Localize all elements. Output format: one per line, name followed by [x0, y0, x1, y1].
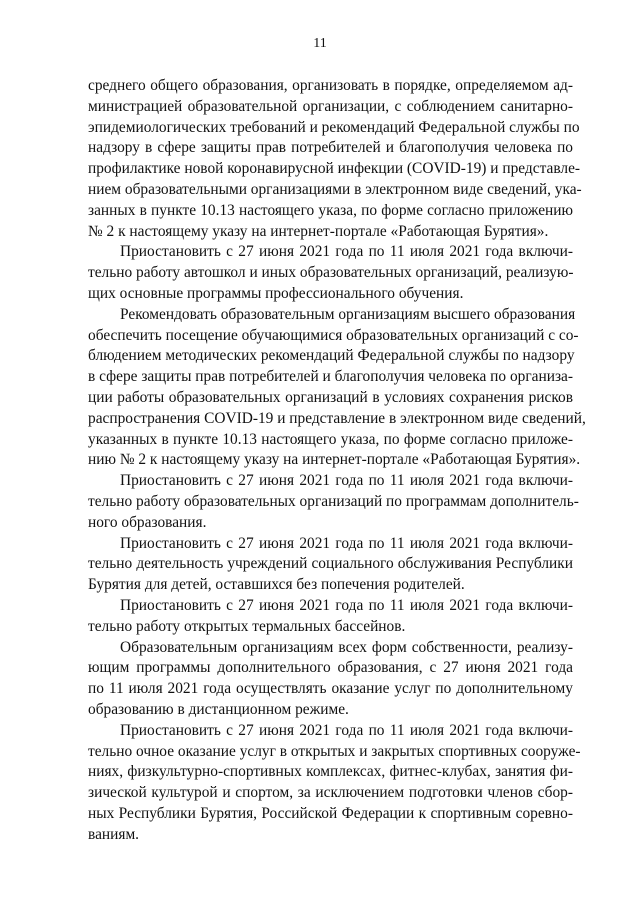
text-line: тельно работу открытых термальных бассейнов.: [88, 617, 406, 635]
text-line: ции работы образовательных организаций в условиях сохранения рисков: [88, 388, 573, 406]
text-line: тельно работу автошкол и иных образовательных организаций, реализую-: [88, 264, 574, 282]
text-line: зической культурой и спортом, за исключением подготовки членов сбор-: [88, 784, 573, 802]
text-line: ных Республики Бурятия, Российской Федерации к спортивным соревно-: [88, 804, 573, 822]
page-number: 11: [313, 36, 327, 51]
text-line: ваниям.: [88, 825, 140, 843]
text-line: распространения COVID-19 и представление в электронном виде сведений,: [88, 409, 586, 427]
text-line: нию № 2 к настоящему указу на интернет-портале «Работающая Бурятия».: [88, 451, 581, 469]
text-line: ющим программы дополнительного образования, с 27 июня 2021 года: [88, 659, 573, 677]
text-line: тельно очное оказание услуг в открытых и закрытых спортивных сооруже-: [88, 742, 581, 760]
text-line: Приостановить с 27 июня 2021 года по 11 июля 2021 года включи-: [120, 596, 573, 614]
text-line: Приостановить с 27 июня 2021 года по 11 июля 2021 года включи-: [120, 472, 573, 490]
text-line: Образовательным организациям всех форм собственности, реализу-: [120, 638, 573, 656]
text-line: Приостановить с 27 июня 2021 года по 11 июля 2021 года включи-: [120, 243, 573, 261]
text-line: среднего общего образования, организовать в порядке, определяемом ад-: [88, 77, 573, 94]
text-line: надзору в сфере защиты прав потребителей и благополучия человека по: [88, 139, 573, 157]
text-line: профилактике новой коронавирусной инфекции (COVID-19) и представле-: [88, 160, 581, 178]
text-line: в сфере защиты прав потребителей и благополучия человека по организа-: [88, 368, 573, 386]
text-line: по 11 июля 2021 года осуществлять оказание услуг по дополнительному: [88, 680, 573, 698]
text-line: щих основные программы профессионального обучения.: [88, 284, 464, 302]
text-line: обеспечить посещение обучающимися образовательных организаций с со-: [88, 326, 579, 344]
text-line: блюдением методических рекомендаций Федеральной службы по надзору: [88, 347, 575, 365]
document-body: [88, 76, 586, 845]
text-line: Приостановить с 27 июня 2021 года по 11 июля 2021 года включи-: [120, 534, 573, 552]
text-line: указанных в пункте 10.13 настоящего указа, по форме согласно приложе-: [88, 430, 573, 448]
text-line: тельно деятельность учреждений социального обслуживания Республики: [88, 555, 573, 573]
text-line: Бурятия для детей, оставшихся без попечения родителей.: [88, 576, 465, 594]
text-line: занных в пункте 10.13 настоящего указа, по форме согласно приложению: [88, 201, 573, 219]
text-line: нием образовательными организациями в электронном виде сведений, ука-: [88, 180, 582, 198]
text-line: № 2 к настоящему указу на интернет-портале «Работающая Бурятия».: [88, 222, 549, 240]
text-line: Рекомендовать образовательным организациям высшего образования: [120, 305, 576, 323]
text-line: тельно работу образовательных организаций по программам дополнитель-: [88, 492, 579, 510]
text-line: ниях, физкультурно-спортивных комплексах, фитнес-клубах, занятия фи-: [88, 763, 573, 781]
text-line: ного образования.: [88, 513, 207, 531]
text-line: эпидемиологических требований и рекомендаций Федеральной службы по: [88, 118, 580, 136]
text-line: Приостановить с 27 июня 2021 года по 11 июля 2021 года включи-: [120, 721, 573, 739]
text-line: министрацией образовательной организации, с соблюдением санитарно-: [88, 97, 573, 115]
text-line: образованию в дистанционном режиме.: [88, 700, 349, 718]
